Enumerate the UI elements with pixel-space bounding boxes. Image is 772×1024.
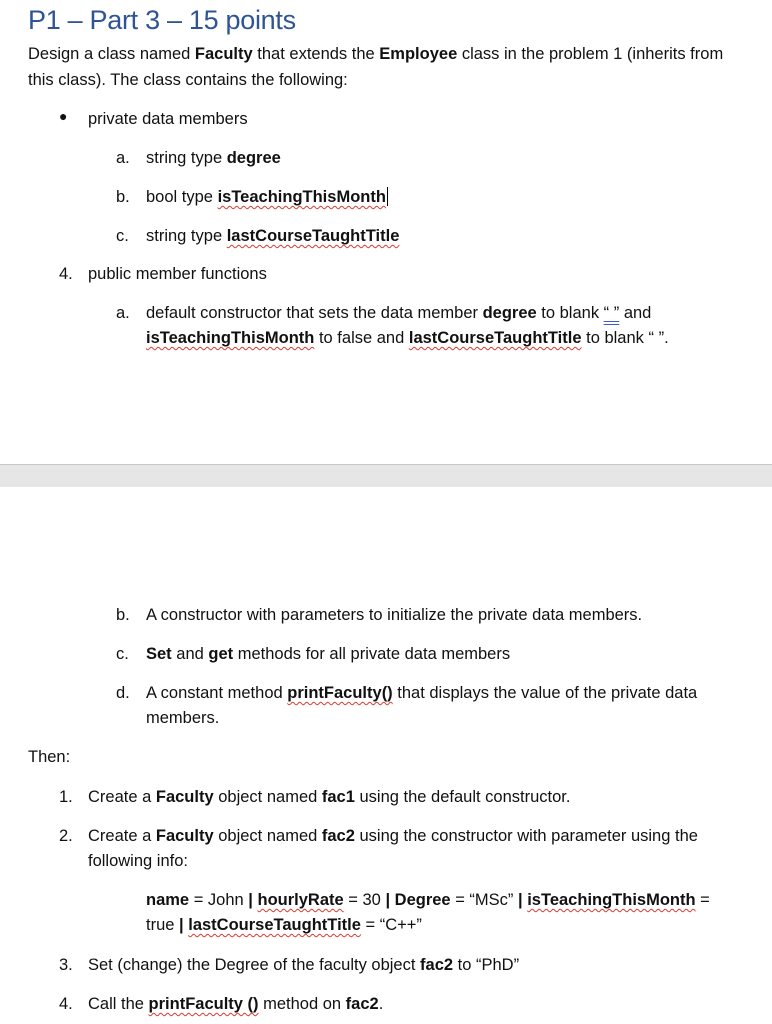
func-a-line-2: isTeachingThisMonth to false and lastCourseTaughtTitle to blank “ ”. (146, 329, 669, 347)
step-3: Set (change) the Degree of the faculty object fac2 to “PhD” (88, 956, 520, 974)
step-marker-2: 2. (59, 827, 73, 845)
member-marker-c: c. (116, 227, 129, 245)
func-c: Set and get methods for all private data members (146, 645, 511, 663)
member-c: string type lastCourseTaughtTitle (146, 227, 400, 245)
step-4: Call the printFaculty () method on fac2. (88, 995, 384, 1013)
step-marker-4: 4. (59, 995, 73, 1013)
page-break-gap (0, 464, 772, 488)
text-cursor (387, 187, 389, 206)
func-b: A constructor with parameters to initialize the private data members. (146, 606, 643, 624)
private-heading: private data members (88, 110, 248, 128)
public-marker: 4. (59, 265, 73, 283)
bullet-icon: ● (59, 108, 68, 124)
func-marker-c: c. (116, 645, 129, 663)
step-marker-3: 3. (59, 956, 73, 974)
document-page-2 (0, 487, 772, 1024)
step-2-line-2: following info: (88, 852, 188, 870)
document-page-1 (0, 0, 772, 464)
intro-line-2: this class). The class contains the following: (28, 71, 348, 89)
func-marker-d: d. (116, 684, 130, 702)
member-b: bool type isTeachingThisMonth (146, 187, 388, 207)
member-marker-a: a. (116, 149, 130, 167)
public-heading: public member functions (88, 265, 267, 283)
step-marker-1: 1. (59, 788, 73, 806)
member-marker-b: b. (116, 188, 130, 206)
func-marker-a: a. (116, 304, 130, 322)
info-line-2: true | lastCourseTaughtTitle = “C++” (146, 916, 422, 934)
step-1: Create a Faculty object named fac1 using the default constructor. (88, 788, 571, 806)
func-marker-b: b. (116, 606, 130, 624)
func-d-line-1: A constant method printFaculty() that displays the value of the private data (146, 684, 698, 702)
info-line-1: name = John | hourlyRate = 30 | Degree = “MSc” | isTeachingThisMonth = (146, 891, 710, 909)
member-a: string type degree (146, 149, 281, 167)
func-d-line-2: members. (146, 709, 220, 727)
step-2-line-1: Create a Faculty object named fac2 using the constructor with parameter using the (88, 827, 698, 845)
intro-line-1: Design a class named Faculty that extends the Employee class in the problem 1 (inherits from (28, 45, 724, 63)
func-a-line-1: default constructor that sets the data member degree to blank “ ” and (146, 304, 652, 322)
then-label: Then: (28, 748, 71, 766)
page-title: P1 – Part 3 – 15 points (28, 5, 296, 35)
